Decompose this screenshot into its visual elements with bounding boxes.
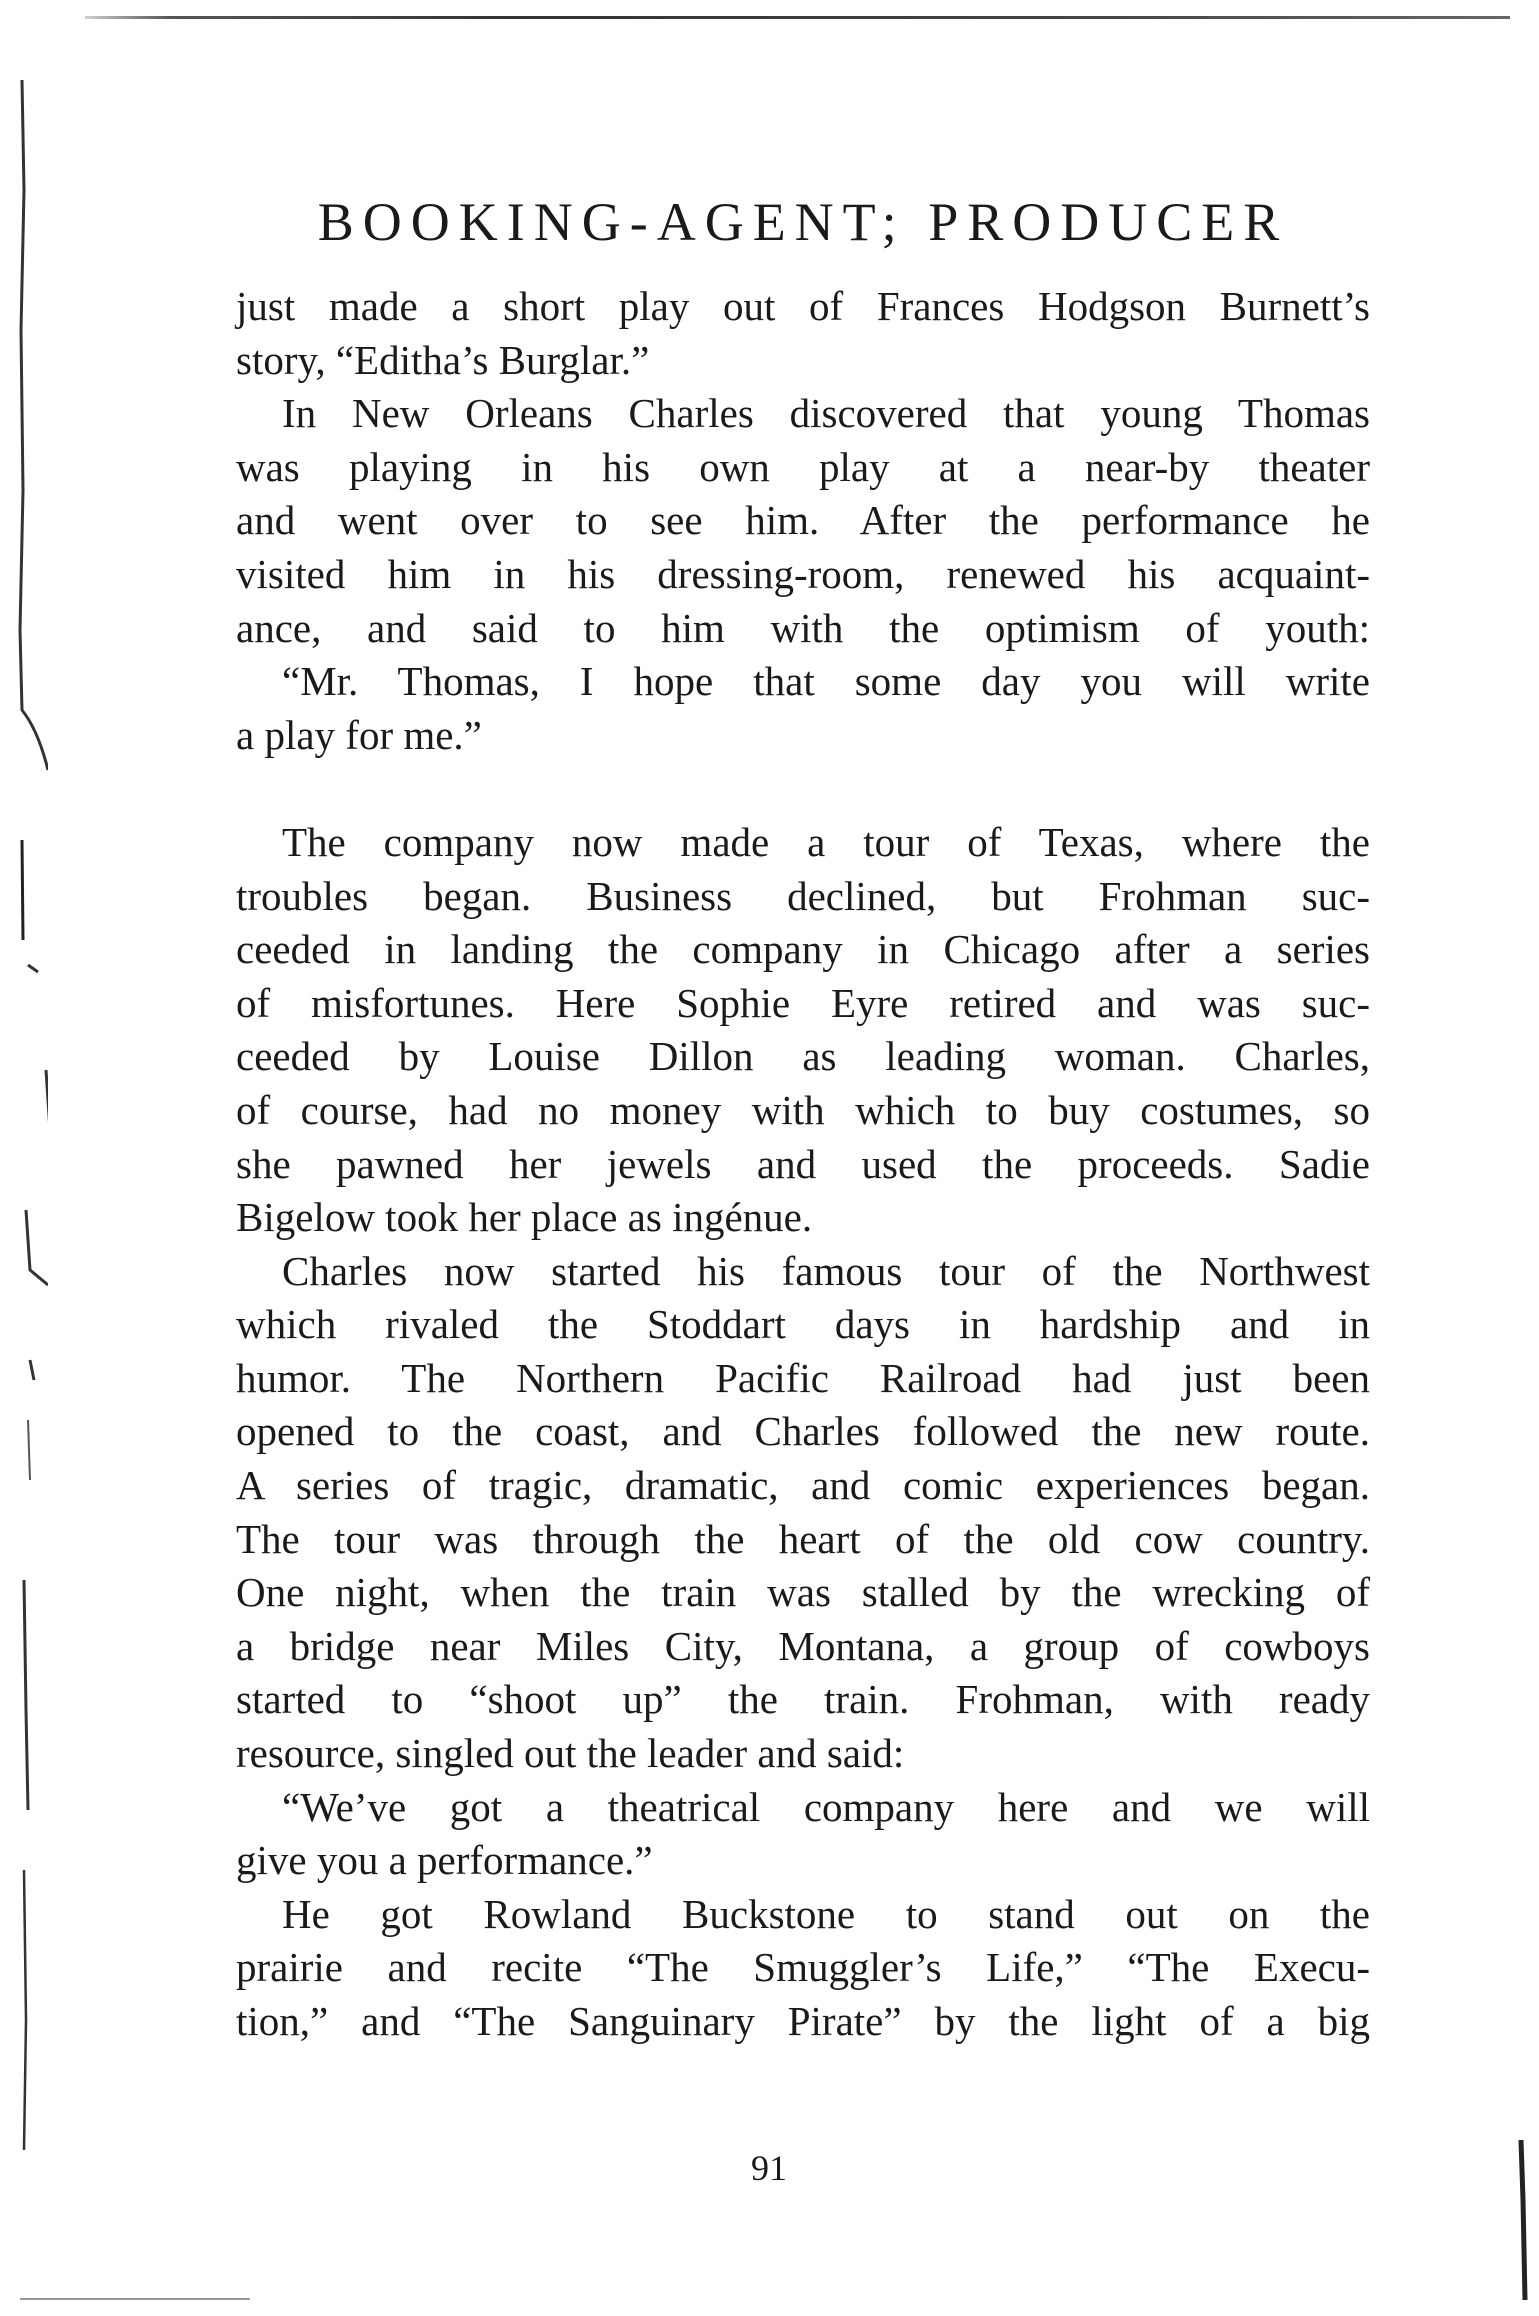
text-line: prairie and recite “The Smuggler’s Life,” “The Execu- <box>236 1944 1370 1991</box>
text-line: Charles now started his famous tour of the Northwest <box>282 1247 1370 1294</box>
text-line: and went over to see him. After the performance he <box>236 497 1370 544</box>
text-line: Bigelow took her place as ingénue. <box>236 1194 813 1241</box>
text-line: “We’ve got a theatrical company here and we will <box>282 1783 1370 1830</box>
top-rule <box>85 16 1510 19</box>
text-line: which rivaled the Stoddart days in hardship and in <box>236 1301 1370 1348</box>
text-line: troubles began. Business declined, but Frohman suc- <box>236 872 1370 919</box>
text-line: of course, had no money with which to buy costumes, so <box>236 1086 1370 1133</box>
text-line: was playing in his own play at a near-by theater <box>236 443 1370 490</box>
text-line: a play for me.” <box>236 711 482 758</box>
text-line: One night, when the train was stalled by the wrecking of <box>236 1569 1370 1616</box>
body-text <box>236 280 1370 2049</box>
text-line: tion,” and “The Sanguinary Pirate” by the light of a big <box>236 1998 1370 2044</box>
text-line: give you a performance.” <box>236 1837 653 1884</box>
text-line: A series of tragic, dramatic, and comic experiences began. <box>236 1462 1370 1509</box>
scan-edge-marks <box>8 70 48 2290</box>
paragraph-gap <box>236 762 1370 816</box>
text-line: she pawned her jewels and used the proceeds. Sadie <box>236 1140 1370 1187</box>
text-line: visited him in his dressing-room, renewed his acquaint- <box>236 550 1370 597</box>
text-line: a bridge near Miles City, Montana, a group of cowboys <box>236 1622 1370 1669</box>
text-line: ceeded by Louise Dillon as leading woman. Charles, <box>236 1033 1370 1080</box>
text-line: “Mr. Thomas, I hope that some day you will write <box>282 658 1370 705</box>
text-line: He got Rowland Buckstone to stand out on the <box>282 1890 1370 1937</box>
text-line: resource, singled out the leader and said: <box>236 1730 905 1777</box>
running-head: BOOKING-AGENT; PRODUCER <box>317 192 1289 252</box>
text-line: started to “shoot up” the train. Frohman, with ready <box>236 1676 1370 1723</box>
text-line: humor. The Northern Pacific Railroad had just been <box>236 1354 1370 1401</box>
text-line: In New Orleans Charles discovered that young Thomas <box>282 390 1370 437</box>
text-line: The company now made a tour of Texas, where the <box>282 818 1370 865</box>
text-line: just made a short play out of Frances Hodgson Burnett’s <box>236 283 1370 329</box>
text-line: of misfortunes. Here Sophie Eyre retired and was suc- <box>236 979 1370 1026</box>
page-number: 91 <box>751 2148 787 2188</box>
text-line: The tour was through the heart of the old cow country. <box>236 1515 1370 1562</box>
text-line: ance, and said to him with the optimism of youth: <box>236 604 1370 651</box>
text-line: story, “Editha’s Burglar.” <box>236 336 650 383</box>
scan-edge-marks-right <box>1503 2140 1533 2300</box>
text-line: ceeded in landing the company in Chicago after a series <box>236 926 1370 973</box>
text-line: opened to the coast, and Charles followed the new route. <box>236 1408 1370 1455</box>
bottom-edge-rule <box>20 2298 250 2300</box>
